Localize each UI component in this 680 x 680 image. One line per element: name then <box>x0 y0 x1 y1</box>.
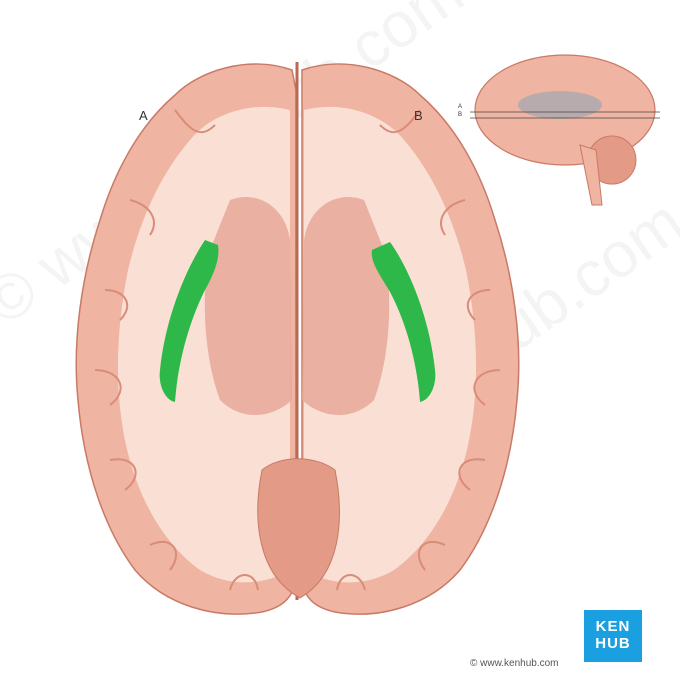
logo-line1: KEN <box>595 618 631 635</box>
label-b: B <box>414 108 423 123</box>
inset-sagittal-brain <box>470 55 660 205</box>
copyright-text: © www.kenhub.com <box>470 658 559 669</box>
inset-label-a: A <box>458 104 463 110</box>
inset-label-b: B <box>458 112 463 118</box>
kenhub-logo-icon[interactable] <box>584 610 642 662</box>
label-a: A <box>139 108 148 123</box>
logo-line2: HUB <box>595 635 631 652</box>
